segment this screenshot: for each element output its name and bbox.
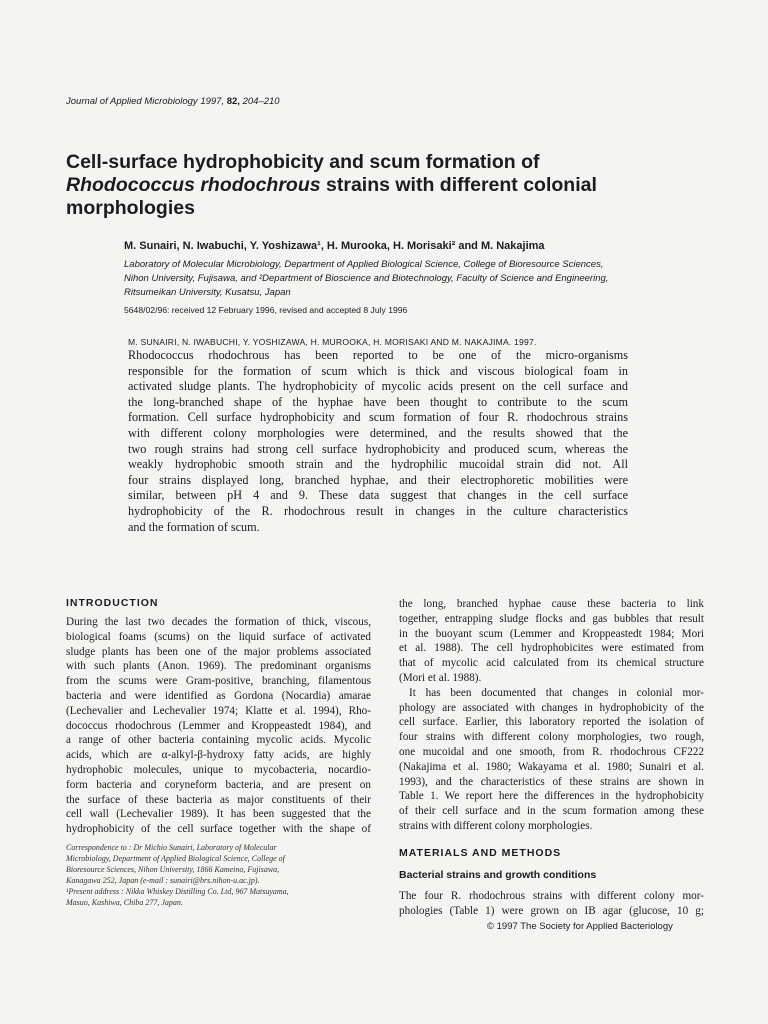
body-line: biological foams (scums) on the liquid surface of activated [66,630,371,643]
citation-line: M. SUNAIRI, N. IWABUCHI, Y. YOSHIZAWA, H. MUROOKA, H. MORISAKI AND M. NAKAJIMA. 1997. [128,337,537,347]
abstract-line: hydrophobicity of the R. rhodochrous result in changes in the culture characteristics [128,503,628,518]
body-line: one mucoidal and one smooth, from R. rhodochrous CF222 [399,745,704,758]
body-line: (Mori et al. 1988). [399,671,482,684]
left-column [66,597,371,837]
section-heading-introduction: INTRODUCTION [66,597,159,609]
introduction-continued [399,597,704,834]
abstract-line: responsible for the formation of scum which is thick and viscous biological foam in [128,363,628,378]
abstract-line: the long-branched shape of the hyphae have been thought to contribute to the scum [128,394,628,409]
section-heading-methods: MATERIALS AND METHODS [399,846,562,859]
abstract [128,348,628,535]
abstract-line: two rough strains had strong cell surface hydrophobicity and produced scum, whereas the [128,441,628,456]
body-line: hydrophobic molecules, unique to mycobacteria, nocardio- [66,763,371,776]
body-line: It has been documented that changes in colonial mor- [409,686,704,699]
body-line: the long, branched hyphae cause these bacteria to link [399,598,704,610]
received-date: 5648/02/96: received 12 February 1996, revised and accepted 8 July 1996 [124,305,408,315]
introduction-text [66,615,371,837]
abstract-line: four strains displayed long, branched hyphae, and their electrophoretic mobilities were [128,472,628,487]
body-line: form bacteria and coryneform bacteria, and are present on [66,778,371,791]
abstract-line: weakly hydrophobic smooth strain and the hydrophilic mucoidal strain did not. All [128,457,628,472]
body-line: bacteria and were identified as Gordona (Nocardia) amarae [66,689,371,702]
body-line: hydrophobicity of the cell surface together with the shape of [66,823,371,836]
body-line: that of mycolic acid calculated from its chemical structure [399,657,704,670]
journal-name: Journal of Applied Microbiology [66,96,198,107]
affiliation [124,258,724,300]
body-line: cell surface. Earlier, this laboratory reported the isolation of [399,716,704,729]
body-line: phologies (Table 1) were grown on IB agar (glucose, 10 g; [399,904,704,917]
body-line: a range of other bacteria containing mycolic acids. Mycolic [66,734,371,747]
affiliation-line: Ritsumeikan University, Kusatsu, Japan [124,287,291,298]
abstract-line: Rhodococcus rhodochrous has been reported to be one of the micro-organisms [128,348,628,362]
footnote-line: Bioresource Sciences, Nihon University, 1866 Kameino, Fujisawa, [66,865,280,874]
title-organism: Rhodococcus rhodochrous [66,174,321,196]
body-line: The four R. rhodochrous strains with different colony mor- [399,889,704,902]
body-line: et al. 1988). The cell hydrophobicites were estimated from [399,642,704,655]
article-title [66,151,706,220]
affiliation-line: Laboratory of Molecular Microbiology, Department of Applied Biological Science, College of Bioresource Sciences, [124,259,604,270]
body-line: During the last two decades the formation of thick, viscous, [66,616,371,628]
body-line: phology are associated with changes in hydrophobicity of the [399,701,704,714]
subsection-heading-strains: Bacterial strains and growth conditions [399,868,597,881]
body-line: acids, which are α-alkyl-β-hydroxy fatty acids, are highly [66,749,371,762]
body-line: sludge plants has been one of the major problems associated [66,645,371,658]
body-line: (Nakajima et al. 1980; Wakayama et al. 1980; Sunairi et al. [399,760,704,773]
title-line-1: Cell-surface hydrophobicity and scum formation of [66,151,540,173]
abstract-line: activated sludge plants. The hydrophobicity of mycolic acids present on the cell surface and [128,379,628,394]
journal-volume: 82, [226,96,240,107]
footnote-line: ¹Present address : Nikka Whiskey Distilling Co. Ltd, 967 Matsuyama, [66,887,289,896]
body-line: strains with different colony morphologies. [399,819,593,832]
body-line: Table 1. We report here the differences in the hydrophobicity [399,790,704,803]
footnote-line: Correspondence to : Dr Michio Sunairi, Laboratory of Molecular [66,843,277,852]
body-line: of their cell surface and in the scum formation among these [399,805,704,818]
footnote-line: Kanagawa 252, Japan (e-mail : sunairi@brs.nihon-u.ac.jp). [66,876,260,885]
body-line: in the buoyant scum (Lemmer and Kroppeastedt 1984; Mori [399,627,704,640]
abstract-line: formation. Cell surface hydrophobicity and scum formation of four R. rhodochrous strains [128,410,628,425]
journal-pages: 204–210 [242,96,280,107]
affiliation-line: Nihon University, Fujisawa, and ²Department of Bioscience and Biotechnology, Faculty of Science and Engineering, [124,273,609,284]
body-line: together, entrapping sludge flocks and gas bubbles that result [399,612,704,625]
journal-year: 1997, [200,96,225,107]
body-line: four strains with different colony morphologies, two rough, [399,731,704,744]
body-line: 1993), and the characteristics of these strains are shown in [399,775,704,788]
abstract-line: with different colony morphologies were determined, and the results showed that the [128,425,628,440]
footnote-line: Masuo, Kashiwa, Chiba 277, Japan. [66,898,183,907]
right-column [399,597,704,918]
body-line: the surface of these bacteria as major constituents of their [66,793,371,806]
body-line: cell wall (Lechevalier 1989). It has been suggested that the [66,808,371,821]
copyright-notice: © 1997 The Society for Applied Bacteriology [487,921,673,932]
body-line: dococcus rhodochrous (Lemmer and Kroppeastedt 1984), and [66,719,371,732]
author-list: M. Sunairi, N. Iwabuchi, Y. Yoshizawa¹, H. Murooka, H. Morisaki² and M. Nakajima [124,240,545,252]
body-line: (Lechevalier and Lechevalier 1974; Klatte et al. 1994), Rho- [66,704,371,717]
title-line-3: morphologies [66,197,195,219]
abstract-line: and the formation of scum. [128,519,260,534]
title-line-2: strains with different colonial [320,174,597,196]
abstract-line: similar, between pH 4 and 9. These data suggest that changes in the cell surface [128,488,628,503]
methods-text [399,889,704,919]
correspondence-footnote [66,842,371,908]
body-line: from the scums were Gram-positive, branching, filamentous [66,675,371,688]
footnote-line: Microbiology, Department of Applied Biological Science, College of [66,854,285,863]
journal-reference [66,96,280,107]
body-line: with such plants (Anon. 1969). The predominant organisms [66,660,371,673]
